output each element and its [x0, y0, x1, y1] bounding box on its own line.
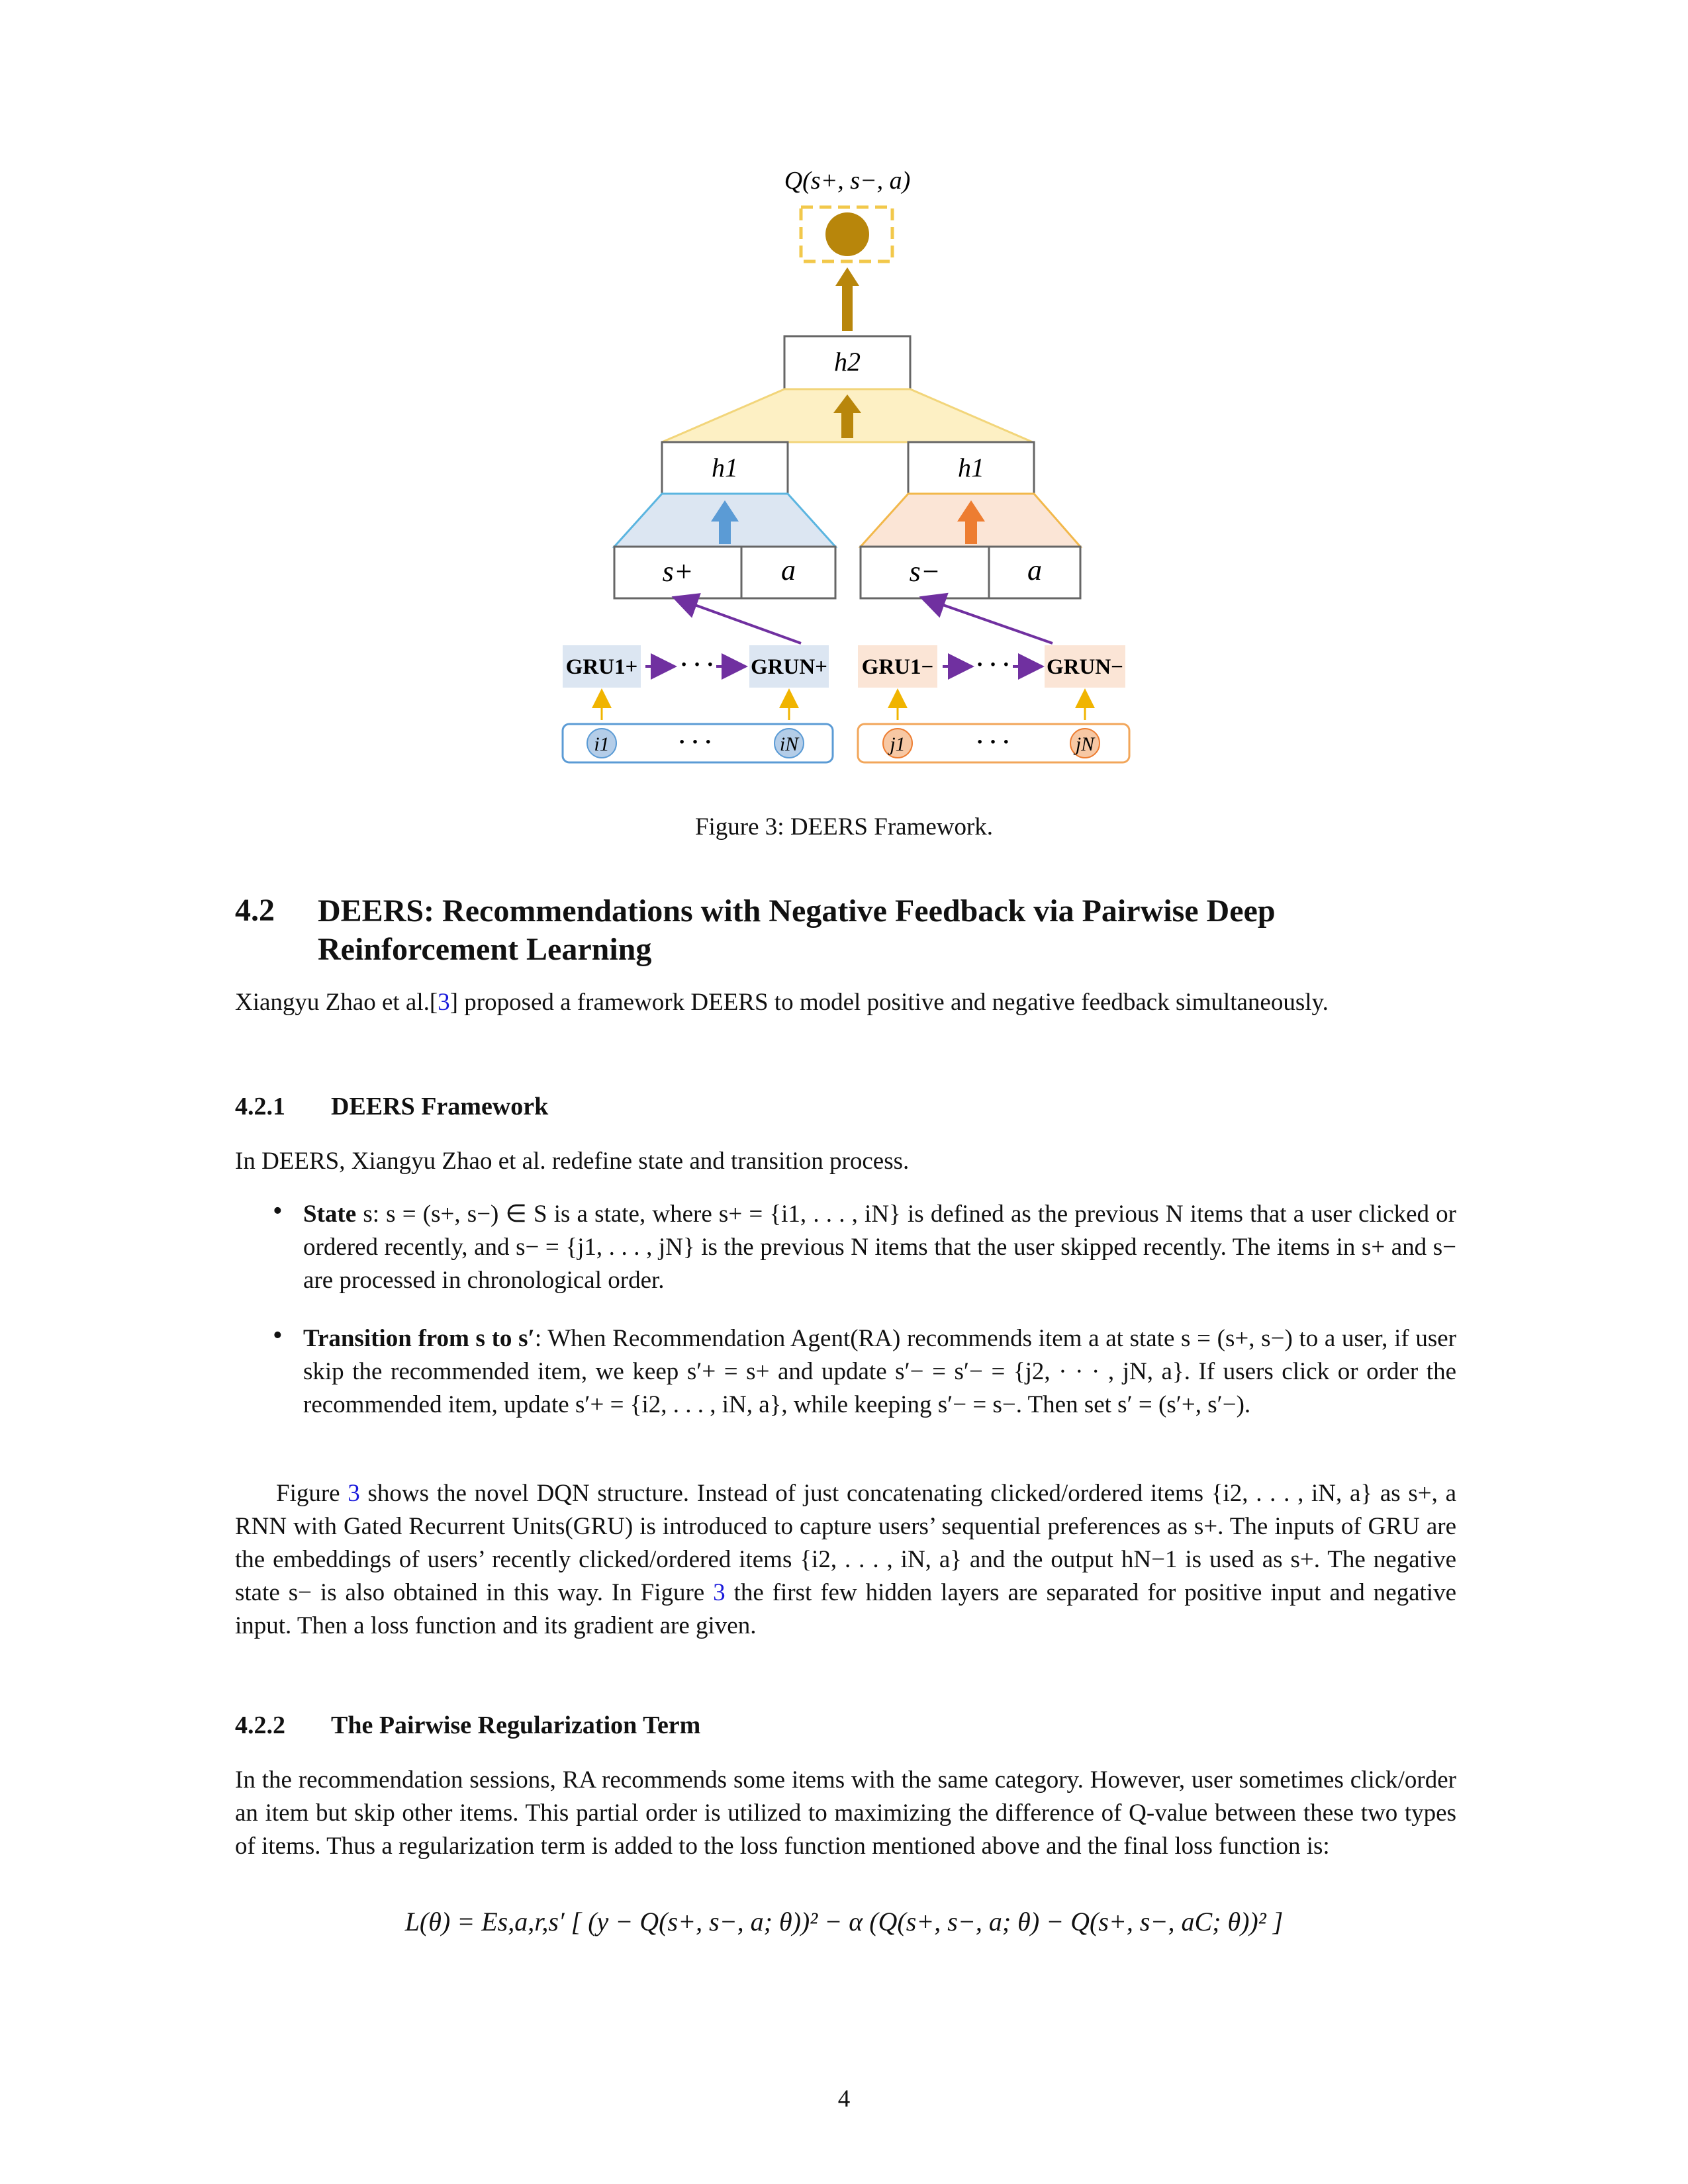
subsection-number-2: 4.2.2 [235, 1711, 285, 1739]
loss-equation: L(θ) = Es,a,r,s′ [ (y − Q(s+, s−, a; θ))² − α (Q(s+, s−, a; θ) − Q(s+, s−, aC; θ))² ] [404, 1907, 1284, 1936]
h1-right-label: h1 [958, 453, 984, 482]
item-i1-label: i1 [594, 733, 610, 755]
intro-paragraph: Xiangyu Zhao et al.[3] proposed a framework DEERS to model positive and negative feedback simultaneously. [235, 989, 1329, 1016]
subsection-title-1: DEERS Framework [331, 1093, 549, 1120]
a-right-label: a [1027, 554, 1042, 586]
deers-framework-figure [0, 0, 1688, 794]
bullet-state: State s: s = (s+, s−) ∈ S is a state, where s+ = {i1, . . . , iN} is defined as the previous N items that a user clicked or ordered recently, and s− = {j1, . . . , jN} is the previous N items that the user skipped recently. The items in s+ and s− are processed in chronological order. [303, 1201, 1456, 1294]
figure-ref-link[interactable]: 3 [713, 1579, 726, 1606]
section-number: 4.2 [235, 893, 275, 928]
a-left-label: a [781, 554, 796, 586]
citation-link[interactable]: 3 [438, 989, 450, 1016]
bullet-state-term: State [303, 1201, 357, 1228]
figure-caption: Figure 3: DEERS Framework. [694, 813, 994, 841]
gru-pos-dots: · · · [680, 653, 714, 677]
s-minus-label: s− [909, 555, 941, 588]
arrow-gru-pos-to-state [677, 598, 801, 643]
dqn-structure-paragraph: Figure 3 shows the novel DQN structure. Instead of just concatenating clicked/ordered items {i2, . . . , iN, a} as s+, a RNN with Gated Recurrent Units(GRU) is introduced to capture users’ sequential preferences as s+. The inputs of GRU are the embeddings of users’ recently clicked/ordered items {i2, . . . , iN, a} and the output hN−1 is used as s+. The negative state s− is also obtained in this way. In Figure 3 the first few hidden layers are separated for positive input and negative input. Then a loss function and its gradient are given. [235, 1480, 1457, 1639]
item-pos-dots: · · · [678, 730, 712, 754]
gru-neg-dots: · · · [976, 653, 1010, 677]
s-plus-label: s+ [662, 555, 694, 588]
h1-left-label: h1 [712, 453, 738, 482]
bullet-marker: • [273, 1196, 283, 1226]
subsection-number-1: 4.2.1 [235, 1093, 285, 1120]
figure-ref-link[interactable]: 3 [348, 1480, 360, 1507]
arrow-h2-to-output [835, 267, 859, 331]
bullet-transition-term: Transition from s to s′ [303, 1325, 535, 1352]
page-number: 4 [837, 2085, 851, 2113]
subsection-title-2: The Pairwise Regularization Term [331, 1711, 701, 1739]
section-title: DEERS: Recommendations with Negative Feedback via Pairwise Deep Reinforcement Learning [318, 893, 1276, 967]
bullet-transition: Transition from s to s′: When Recommendation Agent(RA) recommends item a at state s = (s+, s−) to a user, if user skip the recommended item, we keep s′+ = s+ and update s′− = s′− = {j2, · · · , jN, a}. If users click or order the recommended item, update s′+ = {i2, . . . , iN, a}, while keeping s′− = s−. Then set s′ = (s′+, s′−). [303, 1325, 1456, 1418]
gru-neg-last-label: GRUN− [1047, 655, 1123, 679]
h2-label: h2 [834, 347, 861, 377]
subsection-1-lead: In DEERS, Xiangyu Zhao et al. redefine state and transition process. [235, 1148, 910, 1175]
regularization-paragraph: In the recommendation sessions, RA recommends some items with the same category. However, user sometimes click/order an item but skip other items. This partial order is utilized to maximizing the difference of Q-value between these two types of items. Thus a regularization term is added to the loss function mentioned above and the final loss function is: [235, 1766, 1456, 1860]
bullet-marker: • [273, 1320, 283, 1351]
item-neg-dots: · · · [976, 730, 1010, 754]
arrow-gru-neg-to-state [924, 598, 1053, 643]
item-j1-label: j1 [890, 733, 906, 755]
item-iN-label: iN [779, 733, 799, 755]
gru-pos-first-label: GRU1+ [565, 655, 638, 679]
q-value-label: Q(s+, s−, a) [784, 167, 911, 195]
output-node [825, 212, 869, 256]
item-jN-label: jN [1075, 733, 1095, 755]
gru-neg-first-label: GRU1− [861, 655, 934, 679]
gru-pos-last-label: GRUN+ [751, 655, 827, 679]
